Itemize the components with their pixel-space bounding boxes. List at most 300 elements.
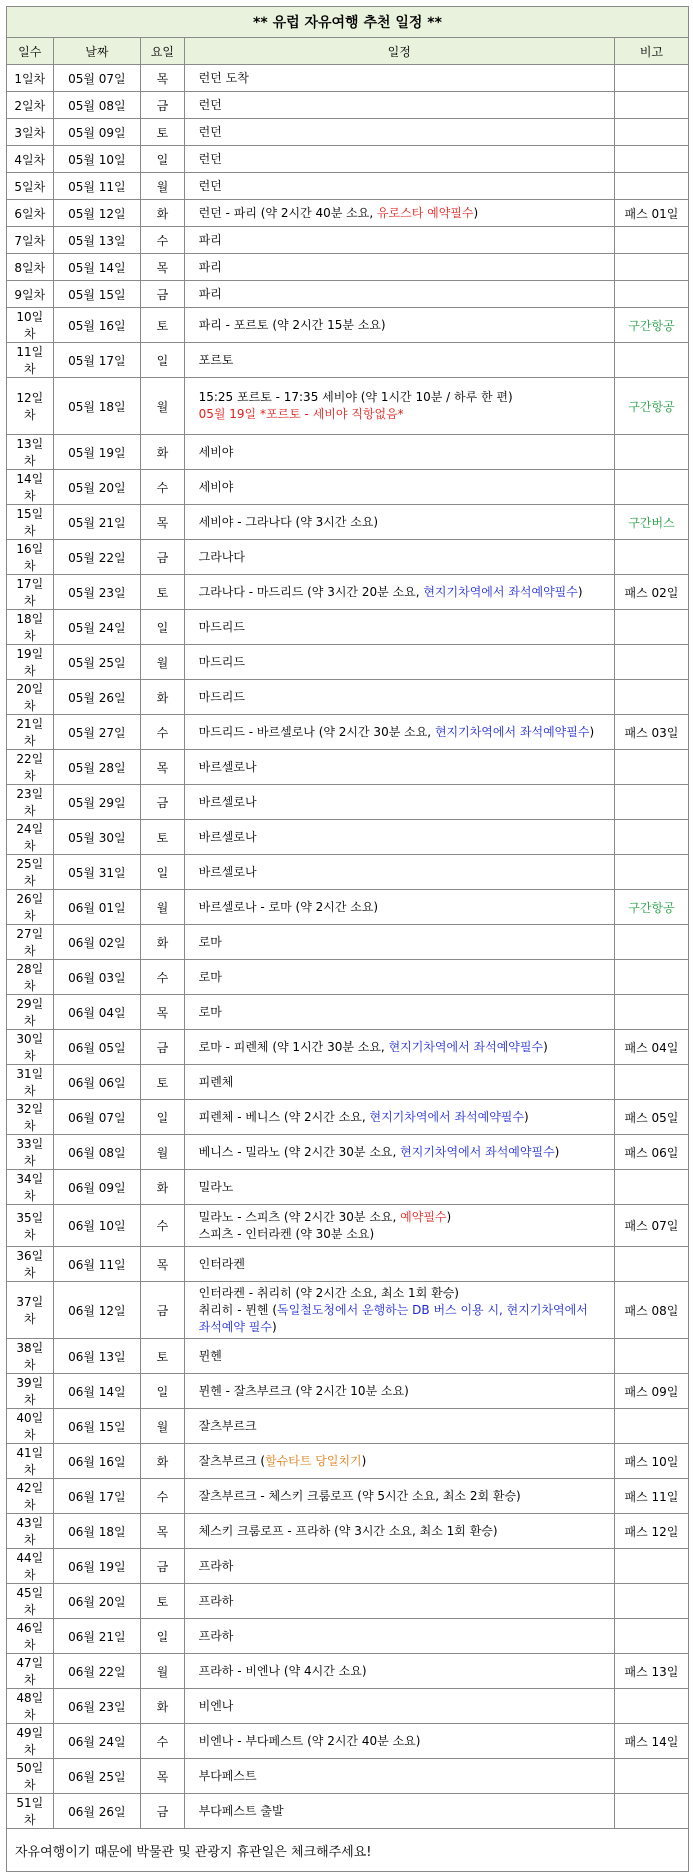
schedule-line [199, 389, 610, 406]
schedule-line [199, 406, 610, 423]
schedule-highlight: 현지기차역에서 좌석예약필수 [423, 584, 578, 599]
weekday-cell: 일 [141, 343, 184, 378]
note-cell [614, 1170, 688, 1205]
note-cell: 패스 04일 [614, 1030, 688, 1065]
table-row [7, 1584, 689, 1619]
weekday-cell: 목 [141, 750, 184, 785]
header-note: 비고 [614, 38, 688, 65]
table-row [7, 119, 689, 146]
schedule-text: ) [271, 1319, 277, 1334]
schedule-line [199, 1558, 610, 1575]
day-cell: 16일차 [7, 540, 54, 575]
schedule-cell [184, 645, 614, 680]
schedule-cell [184, 308, 614, 343]
day-cell: 11일차 [7, 343, 54, 378]
schedule-text: 로마 [198, 934, 222, 949]
schedule-text: 바르셀로나 [198, 864, 257, 879]
date-cell: 05월 10일 [53, 146, 141, 173]
table-row [7, 343, 689, 378]
schedule-highlight: 좌석예약 필수 [198, 1319, 272, 1334]
date-cell: 06월 16일 [53, 1444, 141, 1479]
note-cell: 패스 13일 [614, 1654, 688, 1689]
schedule-line [199, 724, 610, 741]
schedule-line [199, 97, 610, 114]
table-row [7, 820, 689, 855]
schedule-cell [184, 343, 614, 378]
weekday-cell: 목 [141, 1247, 184, 1282]
note-cell: 패스 12일 [614, 1514, 688, 1549]
schedule-cell [184, 65, 614, 92]
schedule-text: 런던 - 파리 (약 2시간 40분 소요, [198, 205, 377, 220]
date-cell: 05월 30일 [53, 820, 141, 855]
schedule-text: 마드리드 [198, 654, 245, 669]
schedule-text: 뮌헨 - 잘츠부르크 (약 2시간 10분 소요) [198, 1383, 409, 1398]
date-cell: 06월 25일 [53, 1759, 141, 1794]
schedule-cell [184, 1247, 614, 1282]
schedule-text: 파리 [198, 232, 222, 247]
weekday-cell: 토 [141, 1065, 184, 1100]
schedule-line [199, 864, 610, 881]
schedule-line [199, 286, 610, 303]
schedule-line [199, 1179, 610, 1196]
schedule-cell [184, 1339, 614, 1374]
schedule-text: 런던 [198, 178, 222, 193]
weekday-cell: 화 [141, 925, 184, 960]
schedule-cell [184, 1135, 614, 1170]
weekday-cell: 토 [141, 575, 184, 610]
schedule-text: 로마 [198, 1004, 222, 1019]
schedule-text: 비엔나 - 부다페스트 (약 2시간 40분 소요) [198, 1733, 421, 1748]
table-row [7, 1654, 689, 1689]
weekday-cell: 금 [141, 540, 184, 575]
day-cell: 36일차 [7, 1247, 54, 1282]
table-row [7, 1409, 689, 1444]
date-cell: 05월 09일 [53, 119, 141, 146]
day-cell: 9일차 [7, 281, 54, 308]
weekday-cell: 일 [141, 1374, 184, 1409]
day-cell: 20일차 [7, 680, 54, 715]
schedule-line [199, 899, 610, 916]
date-cell: 05월 13일 [53, 227, 141, 254]
schedule-line [199, 549, 610, 566]
day-cell: 17일차 [7, 575, 54, 610]
table-row [7, 505, 689, 540]
weekday-cell: 금 [141, 785, 184, 820]
date-cell: 06월 22일 [53, 1654, 141, 1689]
footer-row [7, 1829, 689, 1872]
note-cell [614, 1689, 688, 1724]
schedule-cell [184, 281, 614, 308]
weekday-cell: 수 [141, 1479, 184, 1514]
table-row [7, 1514, 689, 1549]
weekday-cell: 수 [141, 1724, 184, 1759]
header-date: 날짜 [53, 38, 141, 65]
weekday-cell: 토 [141, 1584, 184, 1619]
schedule-cell [184, 925, 614, 960]
schedule-line [199, 259, 610, 276]
weekday-cell: 화 [141, 1170, 184, 1205]
table-row [7, 1170, 689, 1205]
schedule-line [199, 317, 610, 334]
schedule-cell [184, 1205, 614, 1247]
schedule-cell [184, 960, 614, 995]
schedule-line [199, 1226, 610, 1243]
schedule-cell [184, 1282, 614, 1339]
table-row [7, 1619, 689, 1654]
schedule-line [199, 1488, 610, 1505]
day-cell: 33일차 [7, 1135, 54, 1170]
weekday-cell: 금 [141, 1794, 184, 1829]
footer-note: 자유여행이기 때문에 박물관 및 관광지 휴관일은 체크해주세요! [7, 1829, 689, 1872]
schedule-cell [184, 680, 614, 715]
schedule-text: 포르토 [198, 352, 234, 367]
schedule-cell [184, 1065, 614, 1100]
schedule-line [199, 352, 610, 369]
table-row [7, 1339, 689, 1374]
schedule-line [199, 619, 610, 636]
day-cell: 50일차 [7, 1759, 54, 1794]
day-cell: 49일차 [7, 1724, 54, 1759]
date-cell: 05월 07일 [53, 65, 141, 92]
note-cell: 패스 01일 [614, 200, 688, 227]
note-cell [614, 855, 688, 890]
weekday-cell: 월 [141, 1654, 184, 1689]
schedule-text: 마드리드 [198, 689, 245, 704]
schedule-text: ) [524, 1109, 529, 1124]
schedule-text: 세비야 [198, 479, 234, 494]
weekday-cell: 수 [141, 1205, 184, 1247]
weekday-cell: 일 [141, 146, 184, 173]
date-cell: 05월 18일 [53, 378, 141, 435]
schedule-line [199, 514, 610, 531]
date-cell: 05월 29일 [53, 785, 141, 820]
note-cell: 패스 03일 [614, 715, 688, 750]
schedule-cell [184, 227, 614, 254]
schedule-line [199, 124, 610, 141]
day-cell: 6일차 [7, 200, 54, 227]
note-cell [614, 343, 688, 378]
schedule-text: 그라나다 [198, 549, 245, 564]
itinerary-table [6, 6, 689, 1872]
day-cell: 22일차 [7, 750, 54, 785]
date-cell: 06월 20일 [53, 1584, 141, 1619]
note-cell: 패스 07일 [614, 1205, 688, 1247]
note-cell [614, 281, 688, 308]
table-row [7, 1282, 689, 1339]
schedule-line [199, 689, 610, 706]
weekday-cell: 화 [141, 680, 184, 715]
schedule-text: 베니스 - 밀라노 (약 2시간 30분 소요, [198, 1144, 401, 1159]
weekday-cell: 월 [141, 1409, 184, 1444]
day-cell: 25일차 [7, 855, 54, 890]
schedule-cell [184, 785, 614, 820]
schedule-cell [184, 1409, 614, 1444]
table-row [7, 575, 689, 610]
schedule-line [199, 584, 610, 601]
day-cell: 8일차 [7, 254, 54, 281]
weekday-cell: 일 [141, 1619, 184, 1654]
date-cell: 06월 07일 [53, 1100, 141, 1135]
schedule-cell [184, 855, 614, 890]
note-cell [614, 435, 688, 470]
table-row [7, 1065, 689, 1100]
schedule-cell [184, 146, 614, 173]
date-cell: 06월 09일 [53, 1170, 141, 1205]
schedule-text: 바르셀로나 [198, 794, 257, 809]
schedule-cell [184, 119, 614, 146]
day-cell: 46일차 [7, 1619, 54, 1654]
note-cell: 패스 14일 [614, 1724, 688, 1759]
date-cell: 05월 20일 [53, 470, 141, 505]
table-row [7, 680, 689, 715]
schedule-cell [184, 1724, 614, 1759]
schedule-cell [184, 1584, 614, 1619]
header-weekday: 요일 [141, 38, 184, 65]
weekday-cell: 화 [141, 200, 184, 227]
note-cell: 구간버스 [614, 505, 688, 540]
table-row [7, 1135, 689, 1170]
header-row [7, 38, 689, 65]
weekday-cell: 목 [141, 1514, 184, 1549]
schedule-text: 15:25 포르토 - 17:35 세비야 (약 1시간 10분 / 하루 한 편) [198, 390, 513, 404]
schedule-cell [184, 173, 614, 200]
table-row [7, 1205, 689, 1247]
schedule-text: ) [554, 1144, 560, 1159]
note-cell [614, 65, 688, 92]
table-row [7, 960, 689, 995]
day-cell: 45일차 [7, 1584, 54, 1619]
date-cell: 05월 28일 [53, 750, 141, 785]
itinerary-body [7, 65, 689, 1829]
date-cell: 06월 01일 [53, 890, 141, 925]
day-cell: 28일차 [7, 960, 54, 995]
day-cell: 12일차 [7, 378, 54, 435]
table-row [7, 925, 689, 960]
note-cell [614, 1549, 688, 1584]
schedule-cell [184, 505, 614, 540]
date-cell: 06월 12일 [53, 1282, 141, 1339]
date-cell: 06월 11일 [53, 1247, 141, 1282]
day-cell: 7일차 [7, 227, 54, 254]
weekday-cell: 화 [141, 1689, 184, 1724]
schedule-cell [184, 1549, 614, 1584]
schedule-text: 로마 [198, 969, 222, 984]
schedule-text: 뮌헨 [198, 1348, 222, 1363]
note-cell [614, 227, 688, 254]
schedule-line [199, 1039, 610, 1056]
schedule-cell [184, 1619, 614, 1654]
day-cell: 1일차 [7, 65, 54, 92]
note-cell [614, 1247, 688, 1282]
schedule-text: 파리 - 포르토 (약 2시간 15분 소요) [198, 317, 386, 332]
table-row [7, 1374, 689, 1409]
day-cell: 39일차 [7, 1374, 54, 1409]
day-cell: 37일차 [7, 1282, 54, 1339]
schedule-line [199, 1256, 610, 1273]
weekday-cell: 금 [141, 1549, 184, 1584]
day-cell: 42일차 [7, 1479, 54, 1514]
note-cell: 패스 11일 [614, 1479, 688, 1514]
weekday-cell: 토 [141, 308, 184, 343]
date-cell: 06월 21일 [53, 1619, 141, 1654]
note-cell: 패스 02일 [614, 575, 688, 610]
day-cell: 3일차 [7, 119, 54, 146]
schedule-line [199, 794, 610, 811]
date-cell: 05월 19일 [53, 435, 141, 470]
note-cell [614, 1339, 688, 1374]
date-cell: 05월 21일 [53, 505, 141, 540]
date-cell: 06월 17일 [53, 1479, 141, 1514]
schedule-line [199, 1453, 610, 1470]
table-row [7, 92, 689, 119]
schedule-text: 잘츠부르크 - 체스키 크룸로프 (약 5시간 소요, 최소 2회 환승) [198, 1488, 521, 1503]
header-day: 일수 [7, 38, 54, 65]
day-cell: 14일차 [7, 470, 54, 505]
schedule-text: 인터라켄 [198, 1256, 245, 1271]
table-row [7, 200, 689, 227]
header-schedule: 일정 [184, 38, 614, 65]
weekday-cell: 월 [141, 173, 184, 200]
schedule-text: 마드리드 [198, 619, 245, 634]
schedule-text: 세비야 - 그라나다 (약 3시간 소요) [198, 514, 379, 529]
schedule-text: 런던 도착 [198, 70, 249, 85]
schedule-text: 세비야 [198, 444, 234, 459]
schedule-line [199, 1698, 610, 1715]
note-cell [614, 254, 688, 281]
schedule-cell [184, 92, 614, 119]
schedule-text: 프라하 [198, 1558, 234, 1573]
day-cell: 41일차 [7, 1444, 54, 1479]
date-cell: 06월 03일 [53, 960, 141, 995]
table-row [7, 1794, 689, 1829]
date-cell: 06월 23일 [53, 1689, 141, 1724]
note-cell [614, 1759, 688, 1794]
weekday-cell: 월 [141, 1135, 184, 1170]
weekday-cell: 금 [141, 1282, 184, 1339]
table-row [7, 855, 689, 890]
weekday-cell: 일 [141, 610, 184, 645]
schedule-cell [184, 378, 614, 435]
schedule-line [199, 759, 610, 776]
table-row [7, 1100, 689, 1135]
note-cell [614, 1794, 688, 1829]
weekday-cell: 일 [141, 855, 184, 890]
table-row [7, 785, 689, 820]
table-row [7, 308, 689, 343]
schedule-cell [184, 1374, 614, 1409]
date-cell: 06월 10일 [53, 1205, 141, 1247]
note-cell [614, 820, 688, 855]
schedule-text: 로마 - 피렌체 (약 1시간 30분 소요, [198, 1039, 389, 1054]
date-cell: 06월 13일 [53, 1339, 141, 1374]
day-cell: 10일차 [7, 308, 54, 343]
note-cell: 패스 10일 [614, 1444, 688, 1479]
note-cell: 구간항공 [614, 890, 688, 925]
note-cell: 패스 06일 [614, 1135, 688, 1170]
table-row [7, 281, 689, 308]
schedule-text: ) [361, 1453, 367, 1468]
schedule-line [199, 479, 610, 496]
schedule-line [199, 1074, 610, 1091]
weekday-cell: 목 [141, 505, 184, 540]
schedule-line [199, 1348, 610, 1365]
schedule-cell [184, 1444, 614, 1479]
weekday-cell: 목 [141, 254, 184, 281]
schedule-line [199, 1523, 610, 1540]
date-cell: 06월 24일 [53, 1724, 141, 1759]
schedule-line [199, 934, 610, 951]
day-cell: 30일차 [7, 1030, 54, 1065]
schedule-line [199, 1803, 610, 1820]
schedule-cell [184, 1514, 614, 1549]
date-cell: 05월 23일 [53, 575, 141, 610]
table-row [7, 715, 689, 750]
schedule-line [199, 1733, 610, 1750]
weekday-cell: 금 [141, 92, 184, 119]
weekday-cell: 월 [141, 890, 184, 925]
day-cell: 21일차 [7, 715, 54, 750]
schedule-text: 잘츠부르크 ( [198, 1453, 266, 1468]
schedule-cell [184, 820, 614, 855]
day-cell: 31일차 [7, 1065, 54, 1100]
schedule-cell [184, 1689, 614, 1724]
schedule-cell [184, 200, 614, 227]
date-cell: 06월 05일 [53, 1030, 141, 1065]
schedule-cell [184, 1170, 614, 1205]
table-row [7, 254, 689, 281]
schedule-text: 잘츠부르크 [198, 1418, 257, 1433]
date-cell: 05월 12일 [53, 200, 141, 227]
schedule-text: 파리 [198, 259, 222, 274]
schedule-text: 바르셀로나 [198, 759, 257, 774]
schedule-text: 부다페스트 [198, 1768, 257, 1783]
schedule-cell [184, 470, 614, 505]
schedule-text: 피렌체 [198, 1074, 234, 1089]
schedule-line [199, 829, 610, 846]
schedule-highlight: 현지기차역에서 좌석예약필수 [400, 1144, 555, 1159]
weekday-cell: 금 [141, 1030, 184, 1065]
note-cell [614, 146, 688, 173]
table-row [7, 1444, 689, 1479]
date-cell: 05월 22일 [53, 540, 141, 575]
day-cell: 19일차 [7, 645, 54, 680]
schedule-line [199, 1418, 610, 1435]
schedule-line [199, 1628, 610, 1645]
table-row [7, 890, 689, 925]
note-cell [614, 750, 688, 785]
note-cell: 패스 05일 [614, 1100, 688, 1135]
schedule-text: 바르셀로나 [198, 829, 257, 844]
schedule-line [199, 232, 610, 249]
day-cell: 27일차 [7, 925, 54, 960]
date-cell: 06월 14일 [53, 1374, 141, 1409]
date-cell: 06월 15일 [53, 1409, 141, 1444]
schedule-highlight: 현지기차역에서 좌석예약필수 [434, 724, 590, 739]
note-cell [614, 1584, 688, 1619]
day-cell: 34일차 [7, 1170, 54, 1205]
table-row [7, 1759, 689, 1794]
table-row [7, 1549, 689, 1584]
weekday-cell: 목 [141, 1759, 184, 1794]
day-cell: 5일차 [7, 173, 54, 200]
note-cell [614, 1409, 688, 1444]
schedule-cell [184, 995, 614, 1030]
weekday-cell: 토 [141, 119, 184, 146]
schedule-line [199, 1302, 610, 1319]
note-cell [614, 960, 688, 995]
schedule-text: ) [589, 724, 595, 739]
note-cell [614, 470, 688, 505]
